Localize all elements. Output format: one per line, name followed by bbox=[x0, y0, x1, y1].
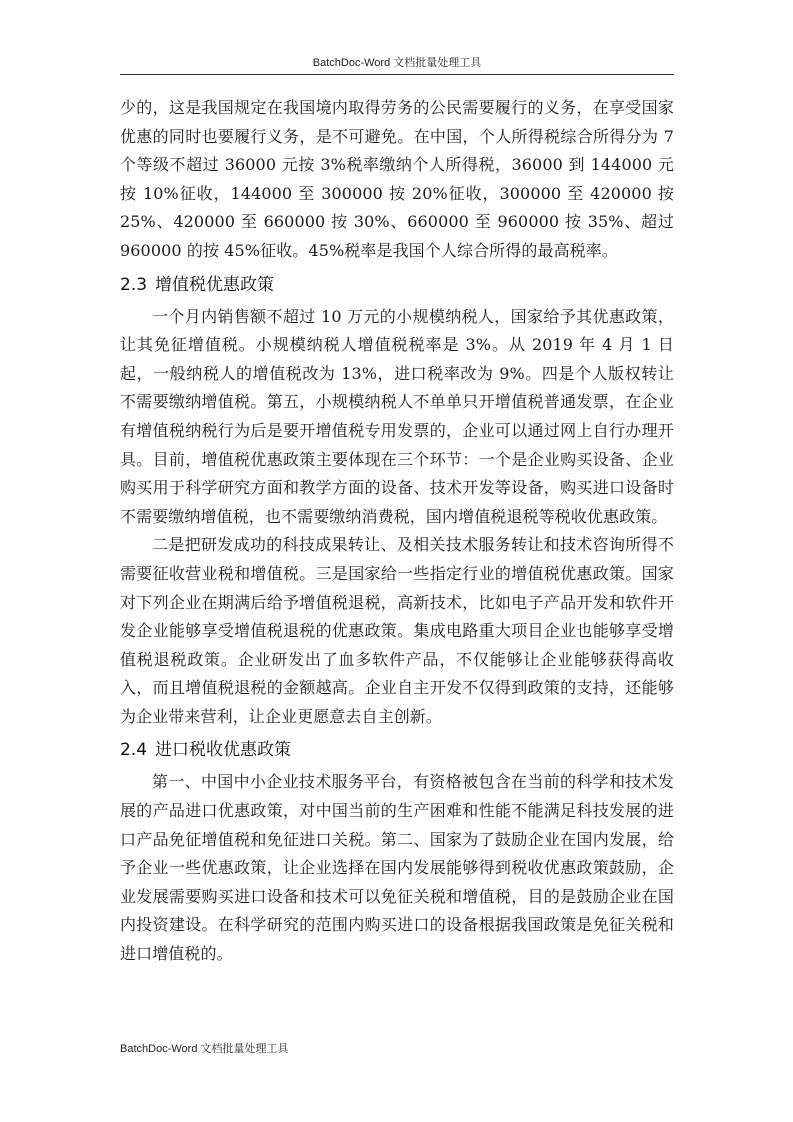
section-number: 2.3 bbox=[120, 274, 148, 295]
section-heading-2-3 bbox=[120, 270, 674, 300]
page-header bbox=[120, 52, 674, 75]
section-number: 2.4 bbox=[120, 740, 148, 761]
section-title: 进口税收优惠政策 bbox=[155, 740, 292, 761]
document-body bbox=[120, 94, 674, 969]
footer-text: BatchDoc-Word 文档批量处理工具 bbox=[120, 1043, 289, 1055]
paragraph: 二是把研发成功的科技成果转让、及相关技术服务转让和技术咨询所得不需要征收营业税和增值税。三是国家给一些指定行业的增值税优惠政策。国家对下列企业在期满后给予增值税退税，高新技术，比如电子产品开发和软件开发企业能够享受增值税退税的优惠政策。集成电路重大项目企业也能够享受增值税退税政策。企业研发出了血多软件产品，不仅能够让企业能够获得高收入，而且增值税退税的金额越高。企业自主开发不仅得到政策的支持，还能够为企业带来营利，让企业更愿意去自主创新。 bbox=[120, 535, 674, 726]
paragraph: 一个月内销售额不超过 10 万元的小规模纳税人，国家给予其优惠政策，让其免征增值税。小规模纳税人增值税税率是 3%。从 2019 年 4 月 1 日起，一般纳税人的增值税改为 13%，进口税率改为 9%。四是个人版权转让不需要缴纳增值税。第五，小规模纳税人不单单只开增值税普通发票，在企业有增值税纳税行为后是要开增值税专用发票的，企业可以通过网上自行办理开具。目前，增值税优惠政策主要体现在三个环节：一个是企业购买设备、企业购买用于科学研究方面和教学方面的设备、技术开发等设备，购买进口设备时不需要缴纳增值税，也不需要缴纳消费税，国内增值税退税等税收优惠政策。 bbox=[120, 306, 674, 526]
paragraph: 第一、中国中小企业技术服务平台，有资格被包含在当前的科学和技术发展的产品进口优惠政策，对中国当前的生产困难和性能不能满足科技发展的进口产品免征增值税和免征进口关税。第二、国家为了鼓励企业在国内发展，给予企业一些优惠政策，让企业选择在国内发展能够得到税收优惠政策鼓励，企业发展需要购买进口设备和技术可以免征关税和增值税，目的是鼓励企业在国内投资建设。在科学研究的范围内购买进口的设备根据我国政策是免征关税和进口增值税的。 bbox=[120, 772, 674, 964]
page-footer bbox=[120, 1042, 289, 1056]
header-title: BatchDoc-Word 文档批量处理工具 bbox=[312, 57, 482, 69]
section-title: 增值税优惠政策 bbox=[155, 274, 275, 295]
paragraph-intro: 少的，这是我国规定在我国境内取得劳务的公民需要履行的义务，在享受国家优惠的同时也要履行义务，是不可避免。在中国，个人所得税综合所得分为 7 个等级不超过 36000 元按 3%税率缴纳个人所得税，36000 到 144000 元按 10%征收，144000 至 300000 按 20%征收，300000 至 420000 按 25%、420000 至 660000 按 30%、660000 至 960000 按 35%、超过 960000 的按 45%征收。45%税率是我国个人综合所得的最高税率。 bbox=[120, 98, 674, 260]
section-heading-2-4 bbox=[120, 735, 674, 765]
